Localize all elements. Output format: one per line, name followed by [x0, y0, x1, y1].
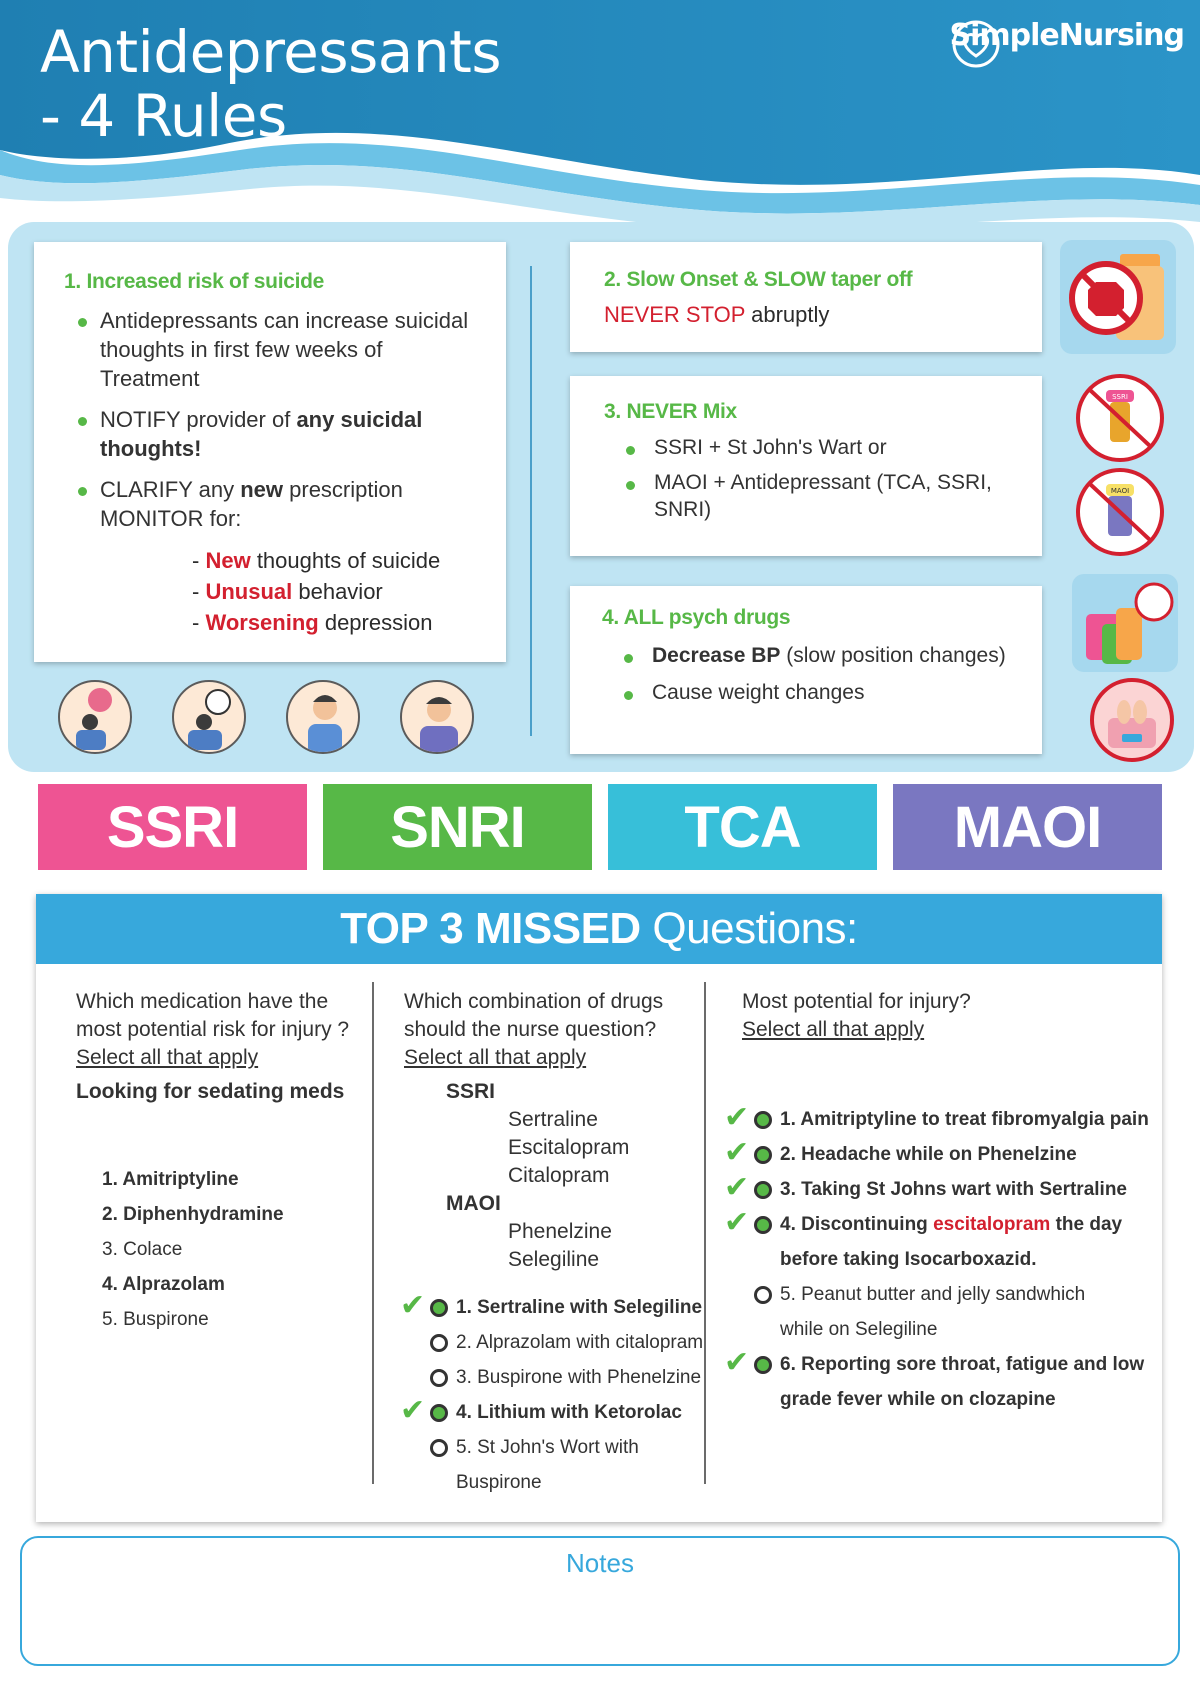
- depressed-person-icon: [400, 680, 474, 754]
- rule-2-text: [604, 302, 1008, 328]
- check-icon: ✔: [400, 1394, 426, 1427]
- rule-1-monitor-label: MONITOR for:: [100, 506, 242, 531]
- monitor-list: [64, 545, 476, 638]
- top-missed-title-bold: TOP 3 MISSED: [340, 904, 641, 953]
- monitor-dash: -: [192, 579, 206, 604]
- monitor-item: [192, 576, 476, 607]
- question-3: [724, 988, 1162, 1417]
- brand-logo: [950, 18, 1185, 53]
- answer-item: [724, 1206, 1162, 1277]
- rule-3-heading: 3. NEVER Mix: [604, 400, 737, 423]
- rule-1-bullet-2-text: NOTIFY provider of: [100, 407, 297, 432]
- notes-box[interactable]: [20, 1536, 1180, 1666]
- answer-text: 2. Headache while on Phenelzine: [780, 1144, 1077, 1165]
- title-line-1: Antidepressants: [40, 18, 502, 86]
- radio-empty-icon: [430, 1439, 448, 1457]
- option-item: 3. Colace: [102, 1239, 183, 1260]
- rule-4-item-1: [602, 642, 1010, 669]
- answer-text-cont: Buspirone: [456, 1472, 542, 1493]
- option-item: 1. Amitriptyline: [102, 1169, 239, 1190]
- radio-filled-icon: [754, 1356, 772, 1374]
- radio-filled-icon: [754, 1216, 772, 1234]
- question-3-select: Select all that apply: [742, 1018, 925, 1041]
- maoi-tag-text: MAOI: [1110, 487, 1130, 495]
- radio-empty-icon: [430, 1334, 448, 1352]
- rule-1-heading: 1. Increased risk of suicide: [64, 270, 325, 293]
- answer-text: 3. Buspirone with Phenelzine: [456, 1367, 702, 1388]
- option-item: 5. Buspirone: [102, 1309, 209, 1330]
- monitor-text: depression: [318, 610, 433, 635]
- drug-item: Phenelzine: [508, 1220, 612, 1243]
- drug-item: Selegiline: [508, 1248, 600, 1271]
- question-2: [400, 988, 714, 1500]
- answer-text-cont: before taking Isocarboxazid.: [780, 1249, 1037, 1270]
- rule-1-bullet-3: [64, 475, 476, 533]
- answer-item: [400, 1289, 714, 1325]
- question-3-text: Most potential for injury?: [742, 990, 971, 1013]
- notes-title: Notes: [566, 1548, 634, 1578]
- rule-4-card: [570, 586, 1042, 754]
- check-icon: ✔: [724, 1206, 750, 1239]
- option-item: 4. Alprazolam: [102, 1274, 225, 1295]
- radio-filled-icon: [754, 1146, 772, 1164]
- check-icon: ✔: [400, 1289, 426, 1322]
- answer-text: 1. Sertraline with Selegiline: [456, 1297, 703, 1318]
- monitor-dash: -: [192, 610, 206, 635]
- answer-item: [724, 1101, 1162, 1137]
- stop-pill-bottle-icon: [1060, 240, 1176, 354]
- drug-class-bar: [38, 784, 1162, 870]
- radio-filled-icon: [430, 1404, 448, 1422]
- decrease-bp-text: Decrease BP: [652, 644, 781, 667]
- question-1-hint: Looking for sedating meds: [76, 1080, 345, 1103]
- answer-text: 4. Discontinuing: [780, 1214, 934, 1235]
- monitor-dash: -: [192, 548, 206, 573]
- answer-item: [724, 1171, 1162, 1207]
- answer-text: 6. Reporting sore throat, fatigue and low: [780, 1354, 1145, 1375]
- answer-text-cont: grade fever while on clozapine: [780, 1389, 1056, 1410]
- rule-1-bullet-2: [64, 405, 476, 463]
- answer-item: [430, 1430, 714, 1500]
- ssri-tag-text: SSRI: [1112, 393, 1128, 401]
- weight-scale-icon: [1090, 678, 1174, 762]
- answer-text: 5. St John's Wort with: [456, 1437, 639, 1458]
- psych-drugs-icon: [1072, 574, 1178, 672]
- check-icon: ✔: [724, 1136, 750, 1169]
- answer-item: [754, 1277, 1162, 1347]
- panel-divider: [530, 266, 532, 736]
- drug-item: Sertraline: [508, 1108, 598, 1131]
- title-line-2: - 4 Rules: [40, 82, 287, 150]
- page-title: [40, 20, 501, 148]
- answer-text-red: escitalopram: [933, 1214, 1051, 1235]
- rule-3-item-1: SSRI + St John's Wart or: [604, 434, 1008, 461]
- rule-3-card: [570, 376, 1042, 556]
- question-1-options: [76, 1162, 366, 1337]
- rule-4-item-1-rest: (slow position changes): [780, 644, 1006, 667]
- rule-1-bullet-2-bold: any suicidal thoughts!: [100, 407, 423, 461]
- drug-item: Escitalopram: [508, 1136, 630, 1159]
- monitor-item: [192, 545, 476, 576]
- check-icon: ✔: [724, 1346, 750, 1379]
- radio-filled-icon: [754, 1111, 772, 1129]
- monitor-keyword: Worsening: [205, 610, 319, 635]
- rule-4-heading: 4. ALL psych drugs: [602, 606, 791, 629]
- rule-2-card: [570, 242, 1042, 352]
- rule-1-bullet-1: [64, 306, 476, 393]
- answer-item: [724, 1346, 1162, 1417]
- monitor-keyword: Unusual: [205, 579, 293, 604]
- answer-item: [400, 1394, 714, 1430]
- drug-group-ssri: SSRI: [446, 1080, 496, 1103]
- answer-text: 2. Alprazolam with citalopram: [456, 1332, 704, 1353]
- check-icon: ✔: [724, 1171, 750, 1204]
- answer-item: [430, 1325, 714, 1360]
- rule-1-bullet-3-text: CLARIFY any: [100, 477, 241, 502]
- radio-filled-icon: [754, 1181, 772, 1199]
- class-tile-ssri: SSRI: [38, 784, 307, 870]
- class-tile-maoi: MAOI: [893, 784, 1162, 870]
- rule-2-heading: 2. Slow Onset & SLOW taper off: [604, 268, 913, 291]
- rule-1-bullet-3-bold: new: [240, 477, 284, 502]
- stethoscope-heart-icon: [950, 18, 1002, 70]
- rule-1-bullet-3-text-2: prescription: [283, 477, 403, 502]
- question-2-text: Which combination of drugs should the nurse question?: [404, 990, 664, 1041]
- rule-4-item-2: Cause weight changes: [602, 679, 1010, 706]
- radio-empty-icon: [430, 1369, 448, 1387]
- rule-1-card: [34, 242, 506, 662]
- answer-text: 4. Lithium with Ketorolac: [456, 1402, 682, 1423]
- thinking-person-icon: [172, 680, 246, 754]
- rule-2-rest: abruptly: [745, 302, 830, 327]
- answer-text-cont: while on Selegiline: [780, 1319, 938, 1340]
- drug-item: Citalopram: [508, 1164, 610, 1187]
- monitor-text: behavior: [292, 579, 383, 604]
- monitor-keyword: New: [205, 548, 251, 573]
- radio-empty-icon: [754, 1286, 772, 1304]
- never-stop-text: NEVER STOP: [604, 302, 746, 327]
- sad-person-icon: [58, 680, 132, 754]
- question-1: [76, 988, 366, 1337]
- brand-name: SimpleNursing: [949, 18, 1184, 53]
- top-missed-header: [36, 894, 1162, 964]
- check-icon: ✔: [724, 1101, 750, 1134]
- no-ssri-st-johns-wort-icon: [1076, 374, 1164, 462]
- class-tile-tca: TCA: [608, 784, 877, 870]
- question-2-select: Select all that apply: [404, 1046, 587, 1069]
- question-1-select: Select all that apply: [76, 1046, 259, 1069]
- no-maoi-antidepressant-icon: [1076, 468, 1164, 556]
- option-item: 2. Diphenhydramine: [102, 1204, 284, 1225]
- rule-3-item-2: MAOI + Antidepressant (TCA, SSRI, SNRI): [604, 469, 1008, 523]
- question-3-answers: [724, 1101, 1162, 1417]
- monitor-item: [192, 607, 476, 638]
- column-divider: [372, 982, 374, 1484]
- question-1-text: Which medication have the most potential risk for injury ?: [76, 990, 350, 1041]
- question-2-answers: [400, 1289, 714, 1500]
- rule-1-bullet-1-text: Antidepressants can increase suicidal thoughts in first few weeks of Treatment: [100, 308, 469, 391]
- answer-text: 5. Peanut butter and jelly sandwhich: [780, 1284, 1086, 1305]
- confused-person-icon: [286, 680, 360, 754]
- class-tile-snri: SNRI: [323, 784, 592, 870]
- drug-group-maoi: MAOI: [446, 1192, 501, 1215]
- monitor-text: thoughts of suicide: [250, 548, 441, 573]
- answer-text: 1. Amitriptyline to treat fibromyalgia pain: [780, 1109, 1149, 1130]
- column-divider: [704, 982, 706, 1484]
- top-missed-title-rest: Questions:: [640, 904, 858, 953]
- page-header: [0, 0, 1200, 240]
- top-missed-section: [36, 894, 1162, 1522]
- answer-item: [430, 1360, 714, 1395]
- answer-text-2: the day: [1050, 1214, 1123, 1235]
- rules-panel: [8, 222, 1194, 772]
- radio-filled-icon: [430, 1299, 448, 1317]
- answer-text: 3. Taking St Johns wart with Sertraline: [780, 1179, 1128, 1200]
- answer-item: [724, 1136, 1162, 1172]
